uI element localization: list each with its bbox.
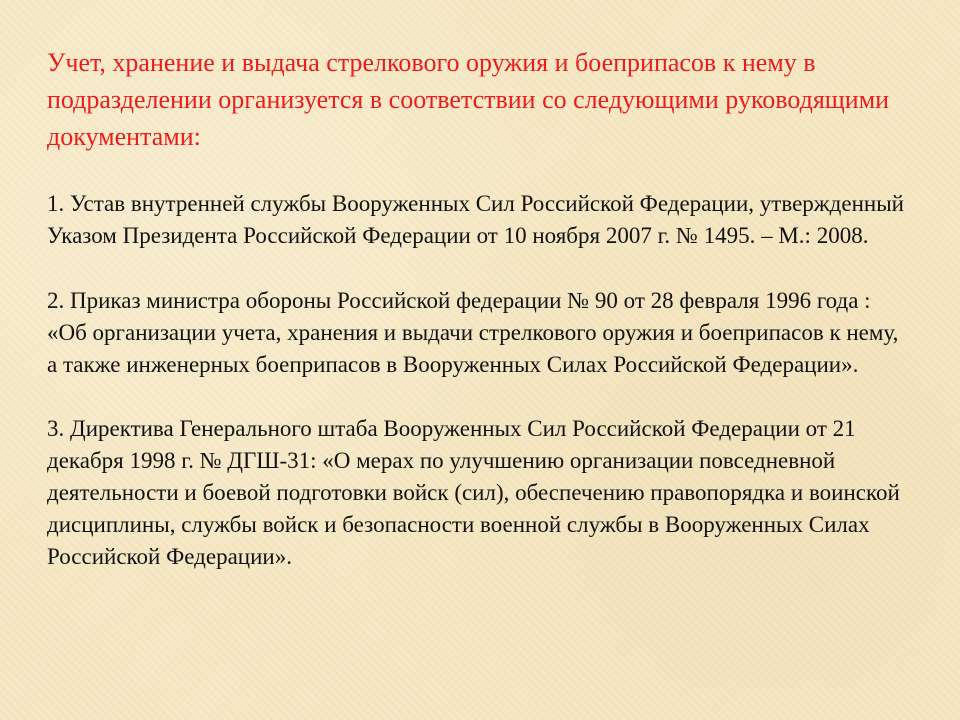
document-item-1: 1. Устав внутренней службы Вооруженных Сил Российской Федерации, утвержденный Указом Президента Российской Федерации от 10 ноября 2007 г. № 1495. – М.: 2008.: [47, 191, 904, 248]
document-item-2: 2. Приказ министра обороны Российской федерации № 90 от 28 февраля 1996 года : «Об организации учета, хранения и выдачи стрелкового оружия и боеприпасов к нему, а также инженерных боеприпасов в Вооруженных Силах Российской Федерации».: [47, 288, 899, 377]
document-item-3: 3. Директива Генерального штаба Вооруженных Сил Российской Федерации от 21 декабря 1998 г. № ДГШ-31: «О мерах по улучшению организации повседневной деятельности и боевой подготовки войск (сил), обеспечению правопорядка и воинской дисциплины, службы войск и безопасности военной службы в Вооруженных Силах Российской Федерации».: [47, 416, 900, 569]
slide-content: [47, 44, 907, 573]
slide-heading: Учет, хранение и выдача стрелкового оружия и боеприпасов к нему в подразделении организуется в соответствии со следующими руководящими документами:: [47, 48, 890, 151]
